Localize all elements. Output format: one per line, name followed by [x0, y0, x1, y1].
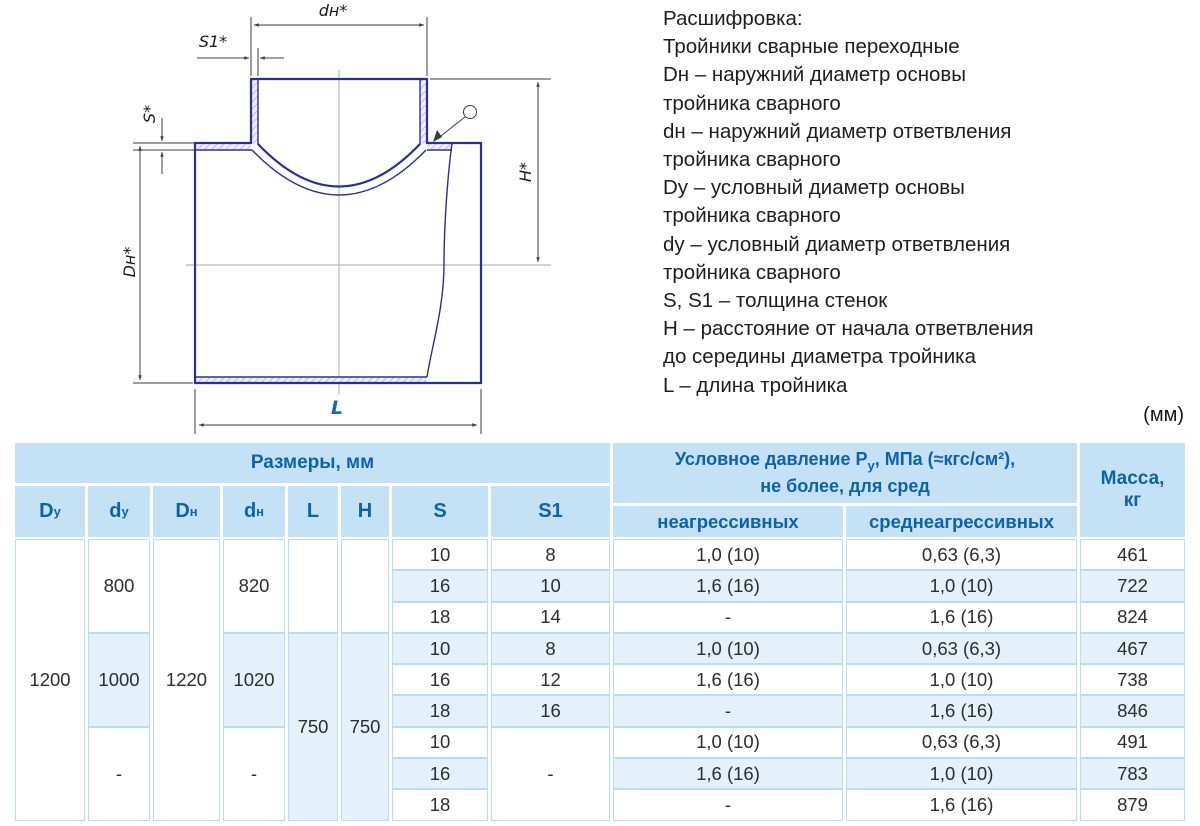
cell-s1: 8: [491, 539, 610, 570]
weld-callout-icon: [433, 106, 477, 143]
cell-pressure-sa: 0,63 (6,3): [846, 727, 1077, 758]
cell-L: 750: [288, 633, 338, 821]
cell-dn-group1: 820: [223, 539, 285, 633]
wall-hatching: [196, 80, 452, 382]
cell-pressure-na: 1,6 (16): [613, 570, 843, 601]
cell-pressure-sa: 1,6 (16): [846, 695, 1077, 726]
cell-pressure-sa: 1,0 (10): [846, 758, 1077, 789]
cell-pressure-sa: 1,0 (10): [846, 570, 1077, 601]
Dn-label: Dн*: [120, 246, 139, 278]
legend-line: тройника сварного: [663, 260, 841, 284]
legend-line: dн – наружний диаметр ответвления: [663, 119, 1012, 143]
header-col-dy: d у: [88, 486, 150, 537]
header-col-mass: Масса, кг: [1080, 443, 1185, 537]
header-pressure-group: Условное давление $P_у$, МПа (≈кгс/см²), не более, для сред: [613, 443, 1077, 503]
cell-dy-group1: 800: [88, 539, 150, 633]
cell-dn-group2: 1020: [223, 633, 285, 727]
cell-pressure-na: -: [613, 695, 843, 726]
cell-s1: 14: [491, 602, 610, 633]
cell-pressure-sa: 1,6 (16): [846, 602, 1077, 633]
spec-table: [15, 443, 1185, 821]
cell-s: 16: [392, 664, 488, 695]
cell-s1: 8: [491, 633, 610, 664]
dimension-labels: [120, 1, 535, 419]
legend-line: Тройники сварные переходные: [663, 35, 960, 59]
cell-s: 16: [392, 758, 488, 789]
cell-dn-group3: -: [223, 727, 285, 821]
header-col-Dy: D у: [15, 486, 85, 537]
tee-technical-drawing: [0, 0, 660, 440]
cell-s: 18: [392, 602, 488, 633]
legend-line: H – расстояние от начала ответвления: [663, 317, 1034, 341]
legend-line: тройника сварного: [663, 204, 841, 228]
s-label: S*: [140, 104, 159, 124]
cell-s: 16: [392, 570, 488, 601]
cell-mass: 824: [1080, 602, 1185, 633]
cell-s1: 10: [491, 570, 610, 601]
cell-H: 750: [341, 633, 389, 821]
cell-pressure-na: 1,0 (10): [613, 727, 843, 758]
cell-pressure-sa: 0,63 (6,3): [846, 633, 1077, 664]
cell-mass: 846: [1080, 695, 1185, 726]
cell-mass: 491: [1080, 727, 1185, 758]
cell-mass: 783: [1080, 758, 1185, 789]
table-header: [15, 443, 1185, 537]
cell-pressure-na: 1,6 (16): [613, 758, 843, 789]
header-col-Dn: D н: [153, 486, 220, 537]
centerlines: [186, 70, 551, 395]
cell-mass: 467: [1080, 633, 1185, 664]
legend-line: тройника сварного: [663, 91, 841, 115]
cell-mass: 738: [1080, 664, 1185, 695]
header-col-dn: d н: [223, 486, 285, 537]
cell-pressure-na: 1,0 (10): [613, 633, 843, 664]
tee-outline: [194, 79, 482, 384]
cell-L-empty: [288, 539, 338, 633]
header-col-S1: S1: [491, 486, 610, 537]
cell-Dn: 1220: [153, 539, 220, 821]
cell-H-empty: [341, 539, 389, 633]
cell-mass: 879: [1080, 789, 1185, 820]
cell-s1: 12: [491, 664, 610, 695]
cell-mass: 461: [1080, 539, 1185, 570]
cell-s: 18: [392, 695, 488, 726]
s1-label: S1*: [198, 32, 228, 51]
l-label: L: [330, 397, 344, 419]
header-col-S: S: [392, 486, 488, 537]
legend-line: L – длина тройника: [663, 373, 848, 397]
header-col-H: H: [341, 486, 389, 537]
cell-pressure-na: -: [613, 602, 843, 633]
cell-pressure-sa: 1,0 (10): [846, 664, 1077, 695]
legend-line: до середины диаметра тройника: [663, 345, 976, 369]
cell-pressure-na: 1,0 (10): [613, 539, 843, 570]
cell-S1-merged: -: [491, 727, 610, 821]
cell-mass: 722: [1080, 570, 1185, 601]
cell-s: 18: [392, 789, 488, 820]
table-body: [15, 539, 1185, 821]
legend-title: Расшифровка:: [663, 7, 803, 30]
header-col-midaggressive: среднеагрессивных: [846, 506, 1077, 537]
legend-line: Dy – условный диаметр основы: [663, 176, 965, 200]
units-note: (мм): [1143, 404, 1184, 426]
legend-line: тройника сварного: [663, 148, 841, 172]
cell-s: 10: [392, 539, 488, 570]
header-dimensions-group: Размеры, мм: [15, 443, 610, 483]
legend-line: dy – условный диаметр ответвления: [663, 232, 1011, 256]
cell-pressure-na: -: [613, 789, 843, 820]
header-col-L: L: [288, 486, 338, 537]
cell-s: 10: [392, 633, 488, 664]
legend: [663, 5, 1198, 400]
legend-line: S, S1 – толщина стенок: [663, 289, 888, 313]
cell-pressure-na: 1,6 (16): [613, 664, 843, 695]
h-label: H*: [516, 161, 535, 183]
cell-pressure-sa: 1,6 (16): [846, 789, 1077, 820]
cell-dy-group3: -: [88, 727, 150, 821]
dn-label: dн*: [318, 1, 348, 20]
cell-s1: 16: [491, 695, 610, 726]
cell-Dy: 1200: [15, 539, 85, 821]
legend-line: Dн – наружний диаметр основы: [663, 63, 967, 87]
header-col-nonaggressive: неагрессивных: [613, 506, 843, 537]
cell-s: 10: [392, 727, 488, 758]
cell-dy-group2: 1000: [88, 633, 150, 727]
cell-pressure-sa: 0,63 (6,3): [846, 539, 1077, 570]
